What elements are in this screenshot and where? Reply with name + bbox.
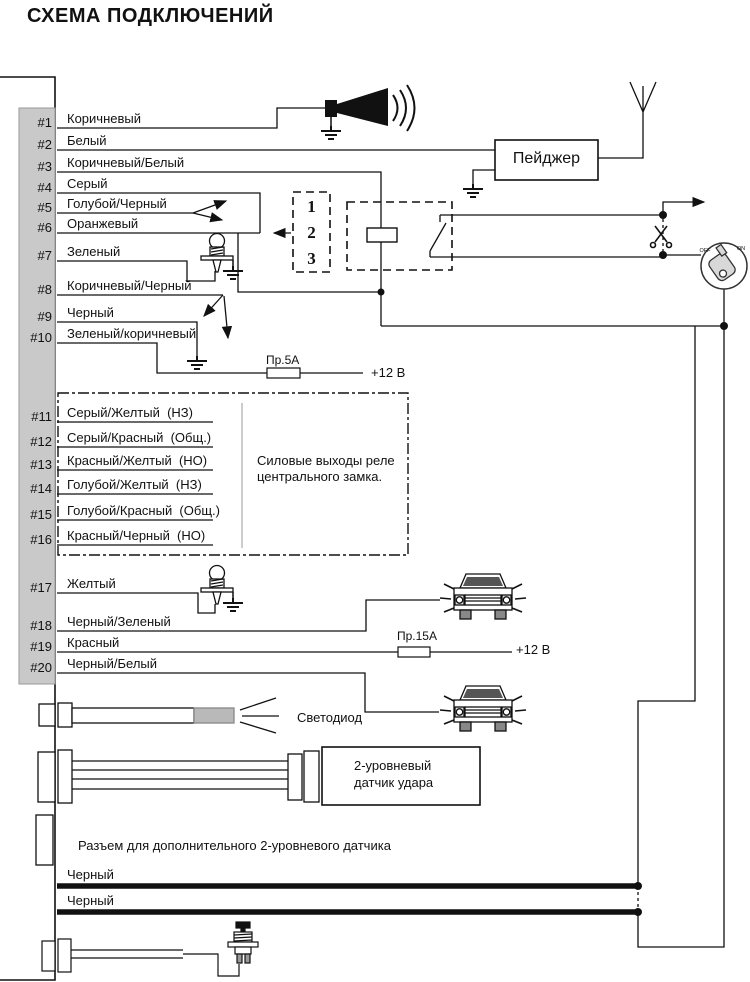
- bulb-icon-17: [201, 566, 243, 612]
- wire-color-label: Черный: [67, 305, 114, 320]
- scissors-icon: [651, 226, 672, 248]
- pin-number: #5: [37, 200, 52, 215]
- pager-ground-wire: [473, 170, 495, 184]
- wire-5-arrow-up: [193, 201, 226, 213]
- pager-ground-icon: [463, 184, 483, 197]
- wire-color-label: Голубой/Черный: [67, 196, 167, 211]
- wire-8-arrow-left: [204, 295, 223, 316]
- right-loop-inner: [638, 326, 695, 886]
- relay-coil: [367, 228, 397, 242]
- pin-number: #12: [30, 434, 52, 449]
- wire-color-label: Черный/Белый: [67, 656, 158, 671]
- wire-color-label: Коричневый/Белый: [67, 155, 185, 170]
- wire-color-label: Голубой/Красный (Общ.): [67, 503, 220, 518]
- bulb-icon-7: [201, 234, 243, 280]
- ground-wire-label: Черный: [67, 893, 114, 908]
- relay-box: [347, 202, 452, 270]
- wire-color-label: Красный/Черный (НО): [67, 528, 206, 543]
- output-arrow: [663, 202, 704, 215]
- fuse-15a-icon: [398, 647, 430, 657]
- aux-sensor-note: Разъем для дополнительного 2-уровневого датчика: [78, 838, 391, 853]
- pin-number: #4: [37, 180, 52, 195]
- ignition-key-icon: [700, 243, 748, 289]
- pin-number: #8: [37, 282, 52, 297]
- pin-number: #6: [37, 220, 52, 235]
- pin-number: #3: [37, 159, 52, 174]
- relay-terminal-2: 2: [307, 223, 316, 242]
- fuse-15a-label: Пр.15А: [397, 629, 437, 643]
- wire-color-label: Красный: [67, 635, 120, 650]
- pager-label: Пейджер: [512, 150, 581, 167]
- pin-number: #11: [31, 409, 52, 424]
- wire-color-label: Красный/Желтый (НО): [67, 453, 208, 468]
- wire-17-path: [57, 593, 215, 613]
- central-lock-text-line2: центрального замка.: [257, 469, 383, 484]
- shock-sensor-label-line1: 2-уровневый: [354, 758, 432, 773]
- plus12v-label-1: +12 В: [371, 365, 406, 380]
- car-flash-icon-1: [440, 574, 526, 619]
- central-lock-text-line1: Силовые выходы реле: [257, 453, 395, 468]
- wire-color-label: Серый/Желтый (НЗ): [67, 405, 193, 420]
- wire-color-label: Желтый: [67, 576, 116, 591]
- ignition-on-label: ON: [736, 246, 746, 252]
- wire-color-label: Зеленый/коричневый: [67, 326, 197, 341]
- fuse-5a-icon: [267, 368, 300, 378]
- pin-number: #20: [30, 660, 52, 675]
- siren-icon: [321, 85, 415, 139]
- diagram-title: СХЕМА ПОДКЛЮЧЕНИЙ: [27, 5, 274, 27]
- led-label: Светодиод: [297, 710, 363, 725]
- wire-color-label: Белый: [67, 133, 107, 148]
- wire-color-label: Коричневый/Черный: [67, 278, 192, 293]
- wire-color-label: Голубой/Желтый (НЗ): [67, 477, 202, 492]
- pin-number: #1: [37, 115, 52, 130]
- aux-sensor-connector: [36, 815, 53, 865]
- wire-color-label: Серый: [67, 176, 108, 191]
- wire-9-ground-icon: [187, 356, 207, 369]
- relay-switch-contacts: [430, 215, 663, 257]
- wire-color-label: Коричневый: [67, 111, 141, 126]
- wire-20-path: [57, 673, 439, 712]
- right-loop-outer: [638, 326, 724, 947]
- relay-terminal-1: 1: [307, 197, 316, 216]
- car-flash-icon-2: [440, 686, 526, 731]
- pin-number: #19: [30, 639, 52, 654]
- wire-color-label: Зеленый: [67, 244, 121, 259]
- ignition-off-label: OFF: [699, 248, 711, 254]
- wire-color-label: Черный/Зеленый: [67, 614, 171, 629]
- fuse-5a-label: Пр.5А: [266, 353, 300, 367]
- led-icon: [39, 698, 279, 733]
- wire-color-label: Серый/Красный (Общ.): [67, 430, 212, 445]
- pin-number: #14: [30, 481, 52, 496]
- pin-number: #15: [30, 507, 52, 522]
- thick-ground-wires: [57, 886, 638, 912]
- pin-number: #13: [30, 457, 52, 472]
- pin-number: #7: [37, 248, 52, 263]
- wire-8-arrow-down: [224, 296, 228, 338]
- pin-number: #18: [30, 618, 52, 633]
- pin-number: #17: [30, 580, 52, 595]
- pin-number: #2: [37, 137, 52, 152]
- plus12v-label-2: +12 В: [516, 642, 551, 657]
- pin-number: #16: [30, 532, 52, 547]
- shock-sensor-label-line2: датчик удара: [354, 775, 434, 790]
- wire-5-arrow-down: [193, 213, 222, 220]
- hood-switch-icon: [42, 922, 258, 976]
- antenna-icon: [598, 82, 656, 158]
- junction-dots: [378, 211, 729, 916]
- pin-number: #9: [37, 309, 52, 324]
- ground-wire-label: Черный: [67, 867, 114, 882]
- pin-number: #10: [30, 330, 52, 345]
- wire-color-label: Оранжевый: [67, 216, 139, 231]
- relay-terminal-3: 3: [307, 249, 316, 268]
- wire-10-path: [57, 343, 363, 373]
